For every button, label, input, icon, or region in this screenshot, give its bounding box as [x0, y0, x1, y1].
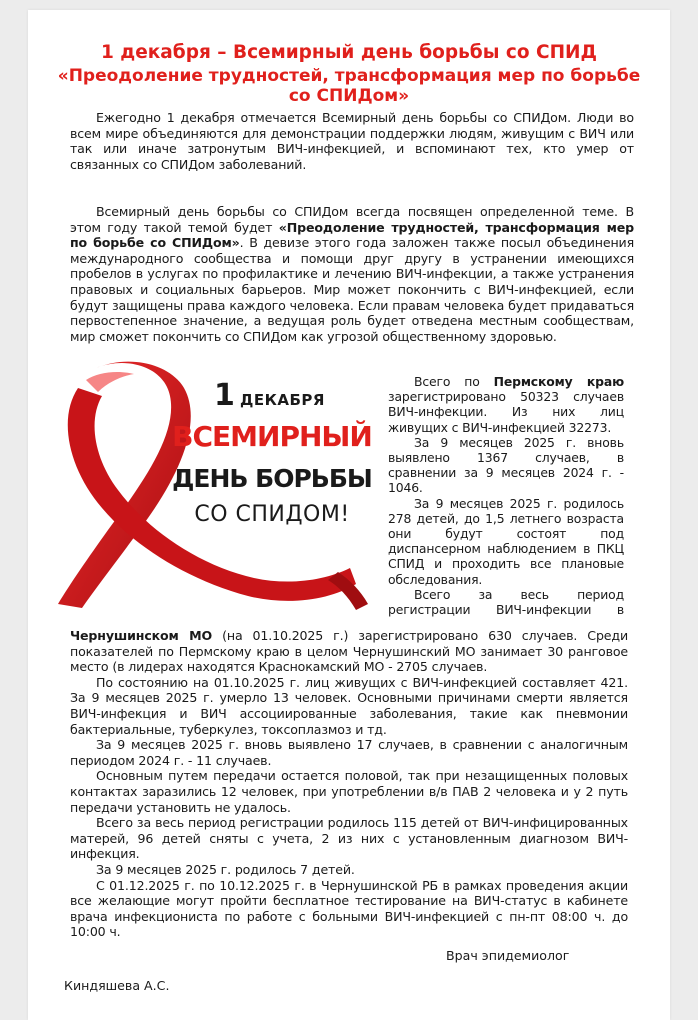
- document-page: [28, 10, 670, 1020]
- banner-line-2: ДЕНЬ БОРЬБЫ: [172, 464, 372, 493]
- district-new-cases-paragraph: За 9 месяцев 2025 г. вновь выявлено 17 случаев, в сравнении с аналогичным периодом 2024 г. - 11 случаев.: [70, 737, 628, 768]
- banner-day: 1: [214, 378, 235, 413]
- region-total-paragraph: [388, 374, 624, 435]
- theme-paragraph: [70, 204, 634, 344]
- banner-date: [214, 378, 325, 413]
- signature-role: Врач эпидемиолог: [446, 948, 570, 963]
- aids-day-banner: [38, 358, 374, 610]
- testing-campaign-paragraph: С 01.12.2025 г. по 10.12.2025 г. в Чернушинской РБ в рамках проведения акции все желающие могут пройти бесплатное тестирование на ВИЧ-статус в кабинете врача инфекциониста по работе с больными ВИЧ-инфекцией с пн-пт 08:00 ч. до 10:00 ч.: [70, 877, 628, 940]
- document-title: 1 декабря – Всемирный день борьбы со СПИД: [100, 42, 598, 63]
- document-subtitle: [28, 66, 670, 106]
- region-name: Пермскому краю: [493, 374, 624, 389]
- district-total-paragraph: [70, 628, 628, 675]
- signature-name: Киндяшева А.С.: [64, 978, 170, 993]
- region-total-start: Всего по: [414, 374, 494, 389]
- theme-name: «Преодоление трудностей, трансформация мер по борьбе со СПИДом»: [70, 219, 634, 251]
- region-new-cases-paragraph: За 9 месяцев 2025 г. вновь выявлено 1367 случаев, в сравнении за 9 месяцев 2024 г. - 1046.: [388, 434, 624, 496]
- period-registration-lead: Всего за весь период регистрации ВИЧ-инфекции в: [388, 586, 624, 618]
- intro-paragraph: Ежегодно 1 декабря отмечается Всемирный день борьбы со СПИДом. Люди во всем мире объединяются для демонстрации поддержки людям, живущим с ВИЧ или так или иначе затронутым ВИЧ-инфекцией, и вспоминают тех, кто умер от связанных со СПИДом заболеваний.: [70, 110, 634, 172]
- banner-line-3: СО СПИДОМ!: [194, 502, 350, 527]
- district-births-paragraph: Всего за весь период регистрации родилось 115 детей от ВИЧ-инфицированных матерей, 96 детей сняты с учета, 2 из них с установленным диагнозом ВИЧ-инфекция.: [70, 815, 628, 862]
- theme-paragraph-start: Всемирный день борьбы со СПИДом всегда посвящен определенной теме. В этом году такой темой будет: [70, 204, 634, 235]
- district-name: Чернушинском МО: [70, 628, 213, 643]
- subtitle-line-1: «Преодоление трудностей, трансформация мер по борьбе: [57, 66, 641, 86]
- banner-month: ДЕКАБРЯ: [239, 391, 325, 409]
- region-total-end: зарегистрировано 50323 случаев ВИЧ-инфекции. Из них лиц живущих с ВИЧ-инфекцией 32273.: [388, 389, 624, 435]
- subtitle-line-2: со СПИДом»: [288, 86, 410, 106]
- district-living-paragraph: По состоянию на 01.10.2025 г. лиц живущих с ВИЧ-инфекцией составляет 421. За 9 месяцев 2025 г. умерло 13 человек. Основными причинами смерти является ВИЧ-инфекция и ВИЧ ассоциированные заболевания, такие как пневмонии бактериальные, туберкулез, токсоплазмоз и тд.: [70, 674, 628, 737]
- banner-line-1: ВСЕМИРНЫЙ: [172, 420, 372, 453]
- theme-paragraph-end: . В девизе этого года заложен также посыл объединения международного сообщества и помощи друг другу в устранении имеющихся пробелов в услугах по профилактике и лечению ВИЧ-инфекции, а также устранения правовых и социальных барьеров. Мир может покончить с ВИЧ-инфекцией, если будут защищены права каждого человека. Если правам человека будет придаваться первостепенное значение, а ведущая роль будет отведена местным сообществам, мир сможет покончить со СПИДом как угрозой общественному здоровью.: [70, 235, 634, 344]
- district-stats-section: [70, 628, 628, 940]
- region-births-paragraph: За 9 месяцев 2025 г. родилось 278 детей, до 1,5 летнего возраста они будут состоят под диспансерном наблюдением в ПКЦ СПИД и проходить все плановые обследования.: [388, 495, 624, 587]
- district-total-rest: (на 01.10.2025 г.) зарегистрировано 630 случаев. Среди показателей по Пермскому краю в целом Чернушинский МО занимает 30 ранговое место (в лидерах находятся Краснокамский МО - 2705 случаев.: [70, 628, 628, 675]
- region-stats-column: [388, 374, 624, 617]
- transmission-paragraph: Основным путем передачи остается половой, так при незащищенных половых контактах заразились 12 человек, при употреблении в/в ПАВ 2 человека и у 2 путь передачи установить не удалось.: [70, 768, 628, 815]
- district-births-2025-paragraph: За 9 месяцев 2025 г. родилось 7 детей.: [96, 861, 355, 877]
